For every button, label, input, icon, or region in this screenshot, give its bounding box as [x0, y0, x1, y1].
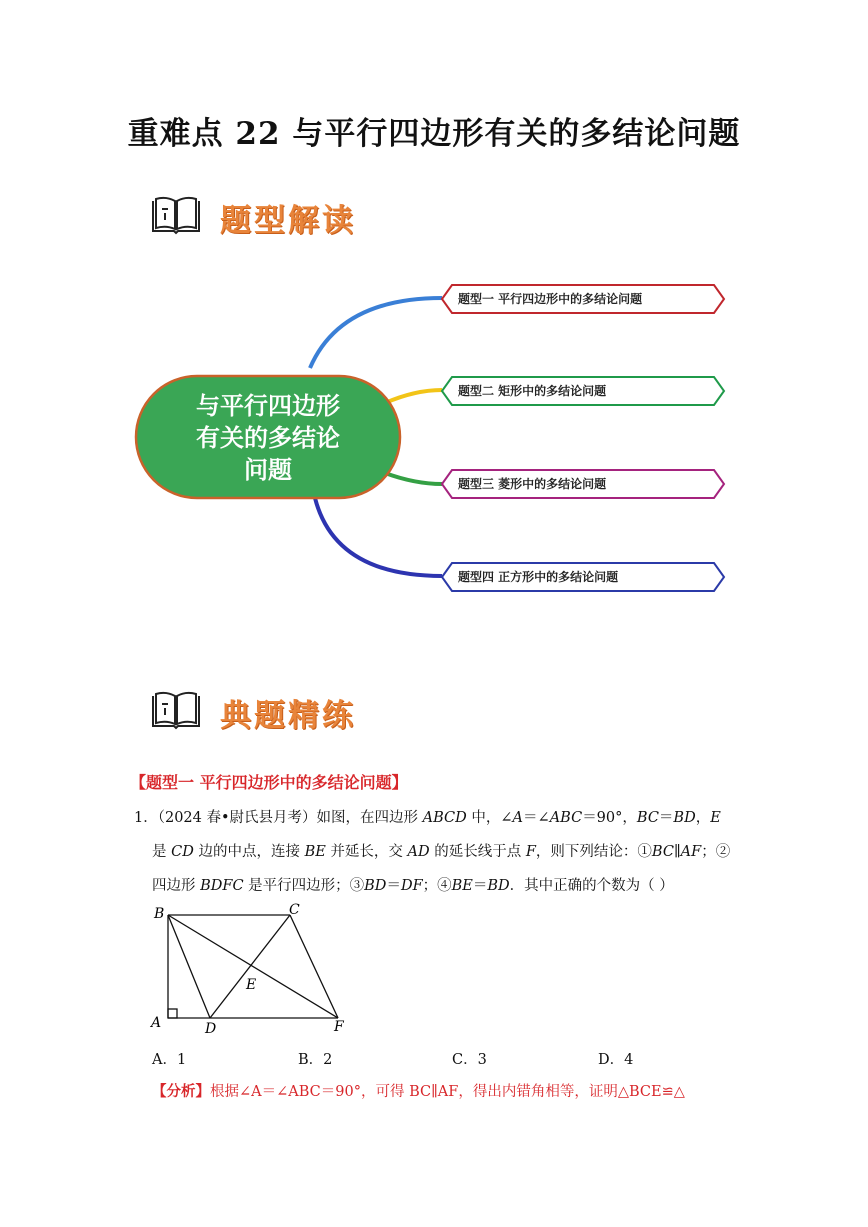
svg-text:题型一 平行四边形中的多结论问题: 题型一 平行四边形中的多结论问题	[458, 292, 643, 306]
label-B: B	[154, 906, 165, 922]
choice-a[interactable]: A．1	[152, 1052, 187, 1068]
branch-box-2	[442, 377, 724, 405]
analysis-tag: 【分析】	[152, 1083, 210, 1100]
mindmap	[130, 278, 740, 612]
branch-curve-4	[315, 498, 442, 576]
branch-box-3	[442, 470, 724, 498]
label-C: C	[289, 902, 300, 918]
branch-box-4	[442, 563, 724, 591]
branch-box-1	[442, 285, 724, 313]
geometry-figure	[140, 900, 370, 1040]
analysis-text: 根据∠A＝∠ABC＝90°，可得 BC∥AF，得出内错角相等，证明△BCE≌△	[210, 1084, 685, 1100]
choice-b[interactable]: B．2	[298, 1052, 333, 1068]
choice-d[interactable]: D．4	[598, 1052, 634, 1068]
label-F: F	[334, 1019, 344, 1035]
label-E: E	[246, 977, 257, 993]
section-label-practice: 典题精练	[220, 698, 356, 734]
page-title: 重难点 22 与平行四边形有关的多结论问题	[127, 116, 741, 152]
label-D: D	[205, 1021, 217, 1037]
question-line-1: 1．（2024 春•尉氏县月考）如图，在四边形 ABCD 中，∠A＝∠ABC＝90°，BC＝BD，E	[134, 810, 721, 826]
center-line-3: 问题	[244, 456, 292, 484]
center-line-1: 与平行四边形	[196, 392, 340, 420]
label-A: A	[151, 1015, 162, 1031]
svg-text:题型三 菱形中的多结论问题: 题型三 菱形中的多结论问题	[458, 477, 607, 491]
choice-c[interactable]: C．3	[452, 1052, 487, 1068]
branch-curve-3	[385, 473, 442, 484]
svg-text:题型二 矩形中的多结论问题: 题型二 矩形中的多结论问题	[458, 384, 607, 398]
branch-curve-2	[385, 390, 442, 403]
svg-text:题型四 正方形中的多结论问题: 题型四 正方形中的多结论问题	[458, 570, 619, 584]
section-label-reading: 题型解读	[220, 203, 356, 239]
center-line-2: 有关的多结论	[196, 424, 340, 452]
question-type-heading: 【题型一 平行四边形中的多结论问题】	[130, 773, 408, 792]
open-book-icon	[150, 195, 202, 235]
analysis-line	[152, 1080, 685, 1101]
open-book-icon	[150, 690, 202, 730]
question-line-2: 是 CD 边的中点，连接 BE 并延长，交 AD 的延长线于点 F，则下列结论：①BC∥AF；②	[152, 844, 731, 860]
branch-curve-1	[310, 298, 442, 368]
question-line-3: 四边形 BDFC 是平行四边形；③BD＝DF；④BE＝BD．其中正确的个数为（ ）	[152, 878, 674, 894]
